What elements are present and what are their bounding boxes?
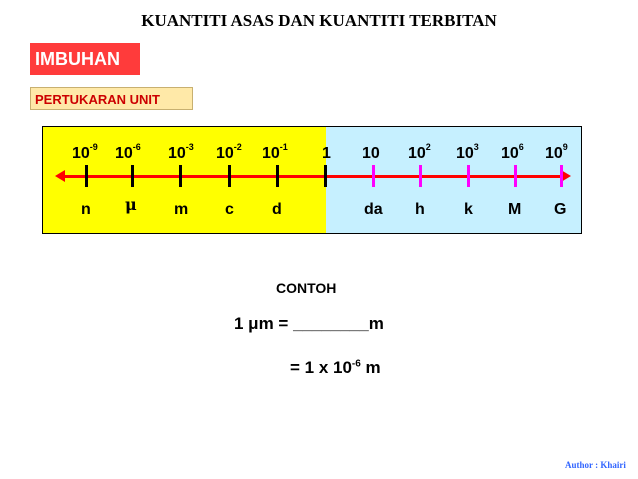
power-base: 10 bbox=[262, 145, 280, 162]
scale-tick bbox=[372, 165, 375, 187]
power-label bbox=[72, 142, 98, 163]
prefix-symbol: k bbox=[464, 201, 473, 218]
answer-unit: m bbox=[360, 358, 381, 377]
power-label bbox=[408, 142, 431, 163]
power-exponent: 2 bbox=[425, 142, 431, 152]
power-base: 10 bbox=[168, 145, 186, 162]
power-base: 1 bbox=[322, 145, 331, 162]
power-label bbox=[115, 142, 141, 163]
power-base: 10 bbox=[408, 145, 426, 162]
scale-tick bbox=[419, 165, 422, 187]
power-label bbox=[216, 142, 242, 163]
scale-tick bbox=[276, 165, 279, 187]
prefix-scale-panel bbox=[42, 126, 582, 234]
prefix-symbol: n bbox=[81, 201, 91, 218]
scale-tick bbox=[131, 165, 134, 187]
power-label bbox=[501, 142, 524, 163]
prefix-symbol: c bbox=[225, 201, 234, 218]
power-base: 10 bbox=[456, 145, 474, 162]
power-exponent: -1 bbox=[279, 142, 288, 152]
pertukaran-unit-label: PERTUKARAN UNIT bbox=[30, 87, 193, 110]
imbuhan-label: IMBUHAN bbox=[30, 43, 140, 75]
prefix-symbol: m bbox=[174, 201, 189, 218]
power-base: 10 bbox=[362, 145, 380, 162]
power-label bbox=[168, 142, 194, 163]
prefix-symbol: da bbox=[364, 201, 383, 218]
scale-tick bbox=[467, 165, 470, 187]
number-line bbox=[63, 175, 561, 178]
power-exponent: -6 bbox=[132, 142, 141, 152]
power-exponent: -9 bbox=[89, 142, 98, 152]
scale-tick bbox=[514, 165, 517, 187]
scale-tick bbox=[324, 165, 327, 187]
power-exponent: 3 bbox=[473, 142, 479, 152]
power-label bbox=[545, 142, 568, 163]
prefix-symbol: h bbox=[415, 201, 425, 218]
scale-tick bbox=[560, 165, 563, 187]
example-question: 1 μm = ________m bbox=[234, 314, 384, 333]
power-label bbox=[362, 145, 380, 163]
answer-exponent: -6 bbox=[351, 358, 361, 370]
slide-title: KUANTITI ASAS DAN KUANTITI TERBITAN bbox=[141, 11, 497, 30]
example-answer bbox=[290, 358, 381, 378]
author-credit: Author : Khairi bbox=[565, 460, 626, 470]
scale-tick bbox=[179, 165, 182, 187]
scale-tick bbox=[228, 165, 231, 187]
answer-prefix: = 1 x 10 bbox=[290, 358, 352, 377]
prefix-symbol: G bbox=[554, 201, 567, 218]
power-base: 10 bbox=[115, 145, 133, 162]
power-label bbox=[262, 142, 288, 163]
power-base: 10 bbox=[545, 145, 563, 162]
power-label bbox=[456, 142, 479, 163]
power-exponent: 9 bbox=[562, 142, 568, 152]
power-base: 10 bbox=[501, 145, 519, 162]
power-exponent: -2 bbox=[233, 142, 242, 152]
power-base: 10 bbox=[216, 145, 234, 162]
prefix-symbol: d bbox=[272, 201, 282, 218]
power-base: 10 bbox=[72, 145, 90, 162]
power-exponent: -3 bbox=[185, 142, 194, 152]
left-arrow-icon bbox=[55, 170, 65, 182]
scale-tick bbox=[85, 165, 88, 187]
prefix-symbol: M bbox=[508, 201, 522, 218]
power-label bbox=[322, 145, 331, 163]
example-heading: CONTOH bbox=[276, 280, 337, 296]
prefix-symbol: μ bbox=[125, 195, 137, 214]
power-exponent: 6 bbox=[518, 142, 524, 152]
